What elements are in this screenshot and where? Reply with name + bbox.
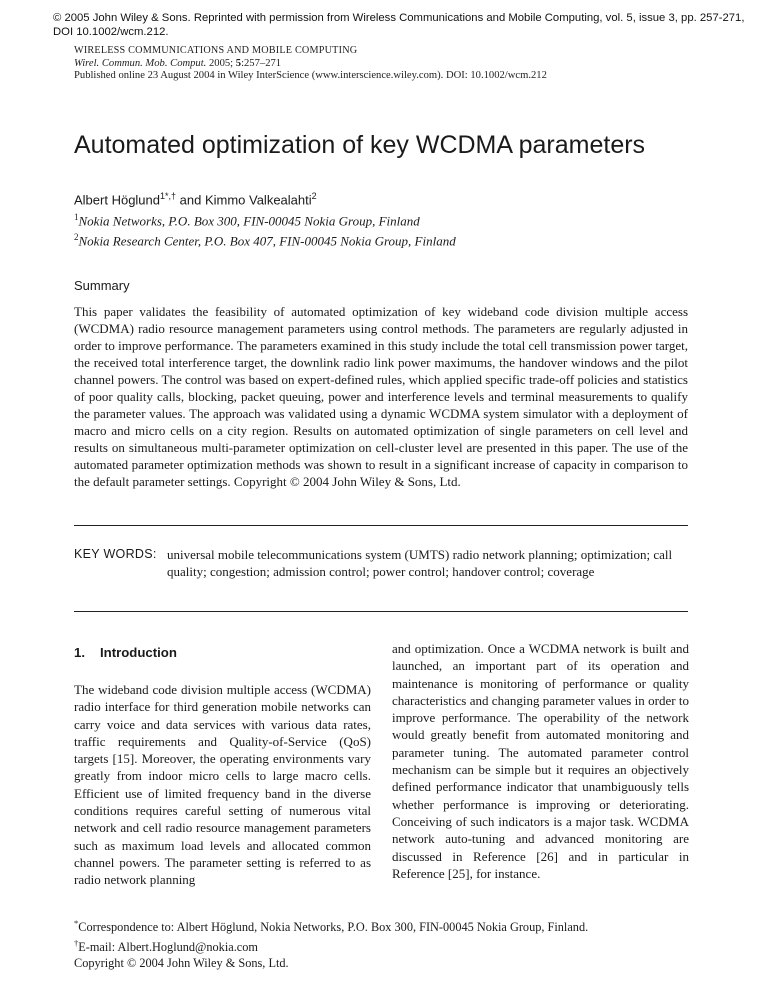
keywords-label: KEY WORDS: bbox=[74, 547, 157, 561]
author-joiner: and bbox=[176, 192, 205, 208]
affiliation-text: Nokia Networks, P.O. Box 300, FIN-00045 Nokia Group, Finland bbox=[78, 213, 420, 229]
author-name: Kimmo Valkealahti bbox=[204, 192, 312, 208]
journal-header bbox=[74, 45, 714, 83]
body-paragraph: The wideband code division multiple access (WCDMA) radio interface for third generation mobile networks can carry voice and data services with various data rates, traffic requirements and Quality-of-Service (QoS) targets [15]. Moreover, the operating environments vary greatly from indoor micro cells to large macro cells. Efficient use of limited frequency band in the diverse conditions requires careful setting of numerous vital network and cell radio resource management parameters such as maximum load levels and allocated common channel powers. The parameter setting is referred to as radio network planning bbox=[74, 682, 371, 888]
citation-pages: :257–271 bbox=[241, 57, 282, 69]
keywords-text: universal mobile telecommunications system (UMTS) radio network planning; optimization; call quality; congestion; admission control; power control; handover control; coverage bbox=[167, 547, 673, 579]
summary-heading: Summary bbox=[74, 278, 130, 293]
body-paragraph: and optimization. Once a WCDMA network is built and launched, an important part of its operation and maintenance is monitoring of performance or quality characteristics and changing parameter values in order to improve performance. The operability of the network would greatly benefit from automated monitoring and parameter tuning. The automated parameter control mechanism can be simple but it requires an objectively defined performance indicator that unambiguously tells whether performance is improving or deteriorating. Conceiving of such indicators is a major task. WCDMA network auto-tuning and advanced monitoring are discussed in Reference [26] and in particular in Reference [25], for instance. bbox=[392, 641, 689, 881]
section-heading bbox=[74, 644, 371, 661]
section-number: 1. bbox=[74, 645, 85, 660]
paper-title: Automated optimization of key WCDMA parameters bbox=[74, 131, 646, 159]
author-name: Albert Höglund bbox=[74, 192, 160, 208]
journal-citation bbox=[74, 58, 714, 71]
journal-name: WIRELESS COMMUNICATIONS AND MOBILE COMPUTING bbox=[74, 45, 358, 56]
footnotes bbox=[74, 915, 714, 955]
footer-copyright: Copyright © 2004 John Wiley & Sons, Ltd. bbox=[74, 956, 289, 970]
citation-abbrev: Wirel. Commun. Mob. Comput. bbox=[74, 57, 207, 69]
section-title: Introduction bbox=[100, 645, 177, 660]
citation-volume: 5 bbox=[235, 57, 242, 69]
abstract-text: This paper validates the feasibility of automated optimization of key wideband code division multiple access (WCDMA) radio resource management parameters using control methods. The parameters are regularly adjusted in order to improve performance. The parameters examined in this study include the total cell transmission power target, the received total interference target, the downlink radio link power maximums, the handover windows and the pilot channel powers. The control was based on expert-defined rules, which applied specific trade-off policies and statistics of poor quality calls, blocking, packet queuing, power and interference levels and terminal measurements to qualify the parameter values. The approach was validated using a dynamic WCDMA system simulator with a deployment of macro and micro cells on a city region. Results on automated optimization of single parameters on cell level and results on simultaneous multi-parameter optimization on cell-cluster level are presented in this paper. The use of the automated parameter optimization methods was shown to result in a significant increase of capacity in comparison to the default parameter settings. Copyright © 2004 John Wiley & Sons, Ltd. bbox=[74, 304, 688, 489]
author-affiliation-marks: 2 bbox=[311, 191, 317, 201]
keywords-top-rule bbox=[74, 525, 688, 526]
reprint-copyright-notice: © 2005 John Wiley & Sons. Reprinted with permission from Wireless Communications and Mobile Computing, vol. 5, issue 3, pp. 257-271, DOI 10.1002/wcm.212. bbox=[53, 12, 745, 38]
body-column-right bbox=[392, 640, 689, 882]
affiliation-text: Nokia Research Center, P.O. Box 407, FIN-00045 Nokia Group, Finland bbox=[78, 233, 456, 249]
affiliation-mark: 1 bbox=[74, 212, 79, 222]
footnote-mark: † bbox=[74, 938, 79, 949]
keywords-bottom-rule bbox=[74, 611, 688, 612]
footnote-text: Correspondence to: Albert Höglund, Nokia Networks, P.O. Box 300, FIN-00045 Nokia Group, Finland. bbox=[78, 920, 589, 935]
body-column-left bbox=[74, 640, 371, 889]
footnote bbox=[74, 935, 714, 955]
affiliation-line bbox=[74, 229, 714, 249]
publication-info: Published online 23 August 2004 in Wiley InterScience (www.interscience.wiley.com). DOI: 10.1002/wcm.212 bbox=[74, 70, 547, 82]
citation-year: 2005; bbox=[206, 57, 236, 69]
footnote-text: E-mail: Albert.Hoglund@nokia.com bbox=[78, 940, 258, 955]
affiliation-mark: 2 bbox=[74, 232, 79, 243]
affiliation-line bbox=[74, 209, 714, 229]
author-affiliation-marks: 1*,† bbox=[160, 191, 177, 201]
author-list bbox=[74, 188, 714, 208]
footnote bbox=[74, 915, 714, 935]
footnote-mark: * bbox=[74, 918, 79, 928]
affiliations bbox=[74, 209, 714, 250]
